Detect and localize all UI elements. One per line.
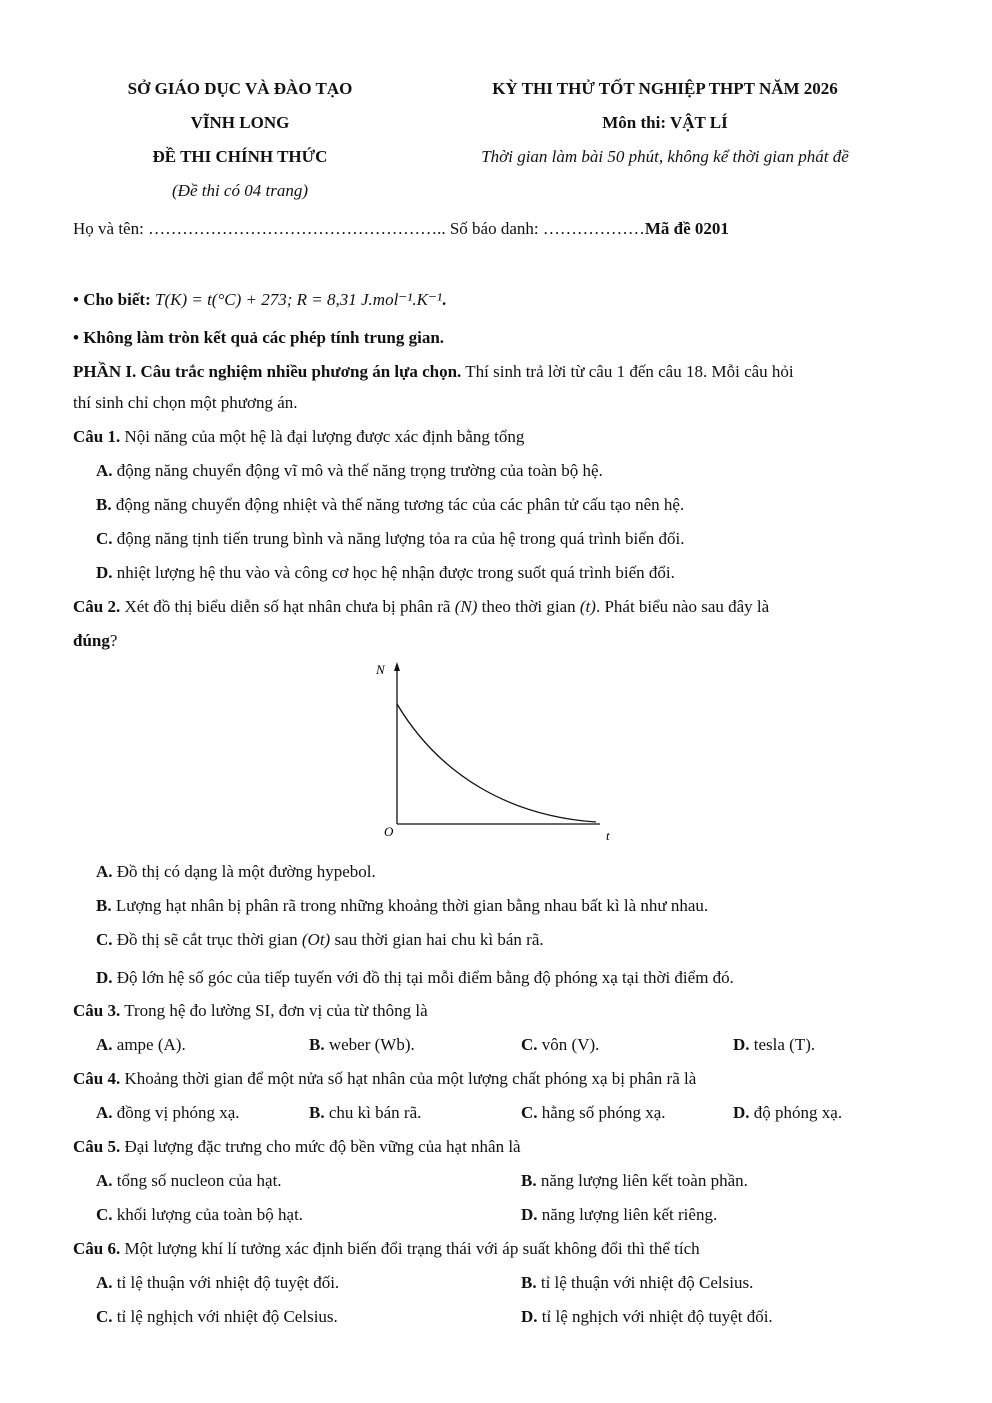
option-letter: D. [521,1205,538,1224]
q5-option-d [521,1205,717,1225]
option-text: nhiệt lượng hệ thu vào và công cơ học hệ nhận được trong suốt quá trình biến đổi. [116,563,675,582]
decay-curve [397,704,596,822]
question-text: Trong hệ đo lường SI, đơn vị của từ thông là [124,1001,428,1020]
official-exam-label: ĐỀ THI CHÍNH THỨC [152,147,328,166]
option-letter: A. [96,1273,113,1292]
option-letter: B. [521,1273,537,1292]
question-text: Đại lượng đặc trưng cho mức độ bền vững của hạt nhân là [124,1137,521,1156]
q1-option-b [96,495,684,515]
q1-option-d [96,563,675,583]
q5-option-a [96,1171,282,1191]
question-2-line2 [73,631,117,651]
candidate-number-field: Số báo danh: ……………… [449,219,645,238]
q4-option-d [733,1103,842,1123]
option-text: tesla (T). [753,1035,816,1054]
q2-option-c [96,930,544,950]
part1-intro-line1 [73,362,794,382]
option-text: tỉ lệ thuận với nhiệt độ Celsius. [540,1273,754,1292]
option-text: năng lượng liên kết toàn phần. [540,1171,748,1190]
option-letter: C. [521,1103,538,1122]
option-text: động năng chuyển động nhiệt và thế năng tương tác của các phân tử cấu tạo nên hệ. [115,495,685,514]
question-number: Câu 2. [73,597,121,616]
department-name: SỞ GIÁO DỤC VÀ ĐÀO TẠO [127,79,353,98]
part1-intro-line2: thí sinh chỉ chọn một phương án. [73,393,298,412]
option-letter: D. [733,1035,750,1054]
option-letter: A. [96,1103,113,1122]
option-text: tổng số nucleon của hạt. [116,1171,282,1190]
option-letter: D. [96,563,113,582]
q1-option-c [96,529,685,549]
q6-option-a [96,1273,339,1293]
question-text: Khoảng thời gian để một nửa số hạt nhân của một lượng chất phóng xạ bị phân rã là [124,1069,697,1088]
option-text: năng lượng liên kết riêng. [541,1205,718,1224]
q6-option-c [96,1307,338,1327]
q1-option-a [96,461,603,481]
q2-option-a [96,862,376,882]
emphasis-word: đúng [73,631,110,650]
question-text: . Phát biểu nào sau đây là [595,597,770,616]
option-letter: A. [96,461,113,480]
option-text: động năng chuyển động vĩ mô và thế năng trọng trường của toàn bộ hệ. [116,461,603,480]
option-letter: C. [96,1307,113,1326]
option-letter: C. [96,930,113,949]
subject-label: Môn thi: VẬT LÍ [602,113,728,132]
question-3 [73,1001,428,1021]
candidate-info-line [73,219,729,239]
option-letter: D. [96,968,113,987]
time-limit-note: Thời gian làm bài 50 phút, không kể thời gian phát đề [481,147,849,166]
question-mark: ? [109,631,118,650]
q2-option-b [96,896,708,916]
q3-option-a [96,1035,186,1055]
q4-option-c [521,1103,666,1123]
given-suffix: . [442,290,447,309]
var-n: (N) [454,597,478,616]
option-letter: D. [733,1103,750,1122]
q5-option-c [96,1205,303,1225]
question-2 [73,597,769,617]
page-count-note: (Đề thi có 04 trang) [172,181,308,200]
q4-option-b [309,1103,421,1123]
option-text: động năng tịnh tiến trung bình và năng lượng tỏa ra của hệ trong quá trình biến đổi. [116,529,685,548]
option-letter: A. [96,1035,113,1054]
question-4 [73,1069,696,1089]
option-letter: D. [521,1307,538,1326]
question-text: theo thời gian [481,597,576,616]
q6-option-b [521,1273,753,1293]
option-letter: A. [96,862,113,881]
q3-option-b [309,1035,415,1055]
option-letter: C. [96,1205,113,1224]
option-text: ampe (A). [116,1035,186,1054]
q5-option-b [521,1171,748,1191]
option-letter: C. [521,1035,538,1054]
question-1 [73,427,524,447]
question-6 [73,1239,700,1259]
no-rounding-note: • Không làm tròn kết quả các phép tính trung gian. [73,328,445,347]
question-text: Nội năng của một hệ là đại lượng được xác định bằng tổng [124,427,525,446]
option-text: đồng vị phóng xạ. [116,1103,240,1122]
option-letter: B. [521,1171,537,1190]
given-prefix: • Cho biết: [73,290,151,309]
option-text: sau thời gian hai chu kì bán rã. [334,930,544,949]
question-number: Câu 6. [73,1239,121,1258]
option-letter: A. [96,1171,113,1190]
question-text: Xét đồ thị biểu diễn số hạt nhân chưa bị phân rã [124,597,451,616]
option-letter: B. [96,896,112,915]
q4-option-a [96,1103,240,1123]
option-text: weber (Wb). [328,1035,415,1054]
exam-title: KỲ THI THỬ TỐT NGHIỆP THPT NĂM 2026 [492,79,838,98]
option-text: hằng số phóng xạ. [541,1103,666,1122]
question-5 [73,1137,521,1157]
option-text: tỉ lệ thuận với nhiệt độ tuyệt đối. [116,1273,340,1292]
q2-option-d [96,968,734,988]
option-letter: B. [96,495,112,514]
option-text: độ phóng xạ. [753,1103,843,1122]
origin-label: O [384,824,394,839]
option-text: chu kì bán rã. [328,1103,422,1122]
var-t: (t) [579,597,596,616]
q3-option-d [733,1035,815,1055]
q6-option-d [521,1307,773,1327]
option-text: Độ lớn hệ số góc của tiếp tuyến với đồ thị tại mỗi điểm bằng độ phóng xạ tại thời điểm đó. [116,968,734,987]
option-text: Đồ thị có dạng là một đường hypebol. [116,862,376,881]
y-axis-arrow [394,662,400,671]
candidate-name-field: Họ và tên: …………………………………………….. [73,219,446,238]
part1-title: PHẦN I. Câu trắc nghiệm nhiều phương án lựa chọn. [73,362,462,381]
option-text: Lượng hạt nhân bị phân rã trong những khoảng thời gian bằng nhau bất kì là như nhau. [115,896,709,915]
option-text: Đồ thị sẽ cắt trục thời gian [116,930,298,949]
y-axis-label: N [376,662,385,677]
given-constants [73,290,446,310]
exam-code: Mã đề 0201 [644,219,729,238]
option-letter: C. [96,529,113,548]
option-text: vôn (V). [541,1035,600,1054]
province-name: VĨNH LONG [190,113,290,132]
option-letter: B. [309,1035,325,1054]
option-text: khối lượng của toàn bộ hạt. [116,1205,304,1224]
option-letter: B. [309,1103,325,1122]
question-number: Câu 4. [73,1069,121,1088]
question-text: Một lượng khí lí tưởng xác định biến đổi trạng thái với áp suất không đổi thì thể tích [124,1239,700,1258]
question-number: Câu 1. [73,427,121,446]
part1-instruction: Thí sinh trả lời từ câu 1 đến câu 18. Mỗi câu hỏi [465,362,794,381]
option-text: tỉ lệ nghịch với nhiệt độ Celsius. [116,1307,338,1326]
decay-graph [360,656,620,851]
question-number: Câu 5. [73,1137,121,1156]
x-axis-label: t [606,828,610,843]
given-formula: T(K) = t(°C) + 273; R = 8,31 J.mol⁻¹.K⁻¹ [154,290,443,309]
q3-option-c [521,1035,599,1055]
option-text: tỉ lệ nghịch với nhiệt độ tuyệt đối. [541,1307,773,1326]
var-ot: (Ot) [301,930,331,949]
question-number: Câu 3. [73,1001,121,1020]
